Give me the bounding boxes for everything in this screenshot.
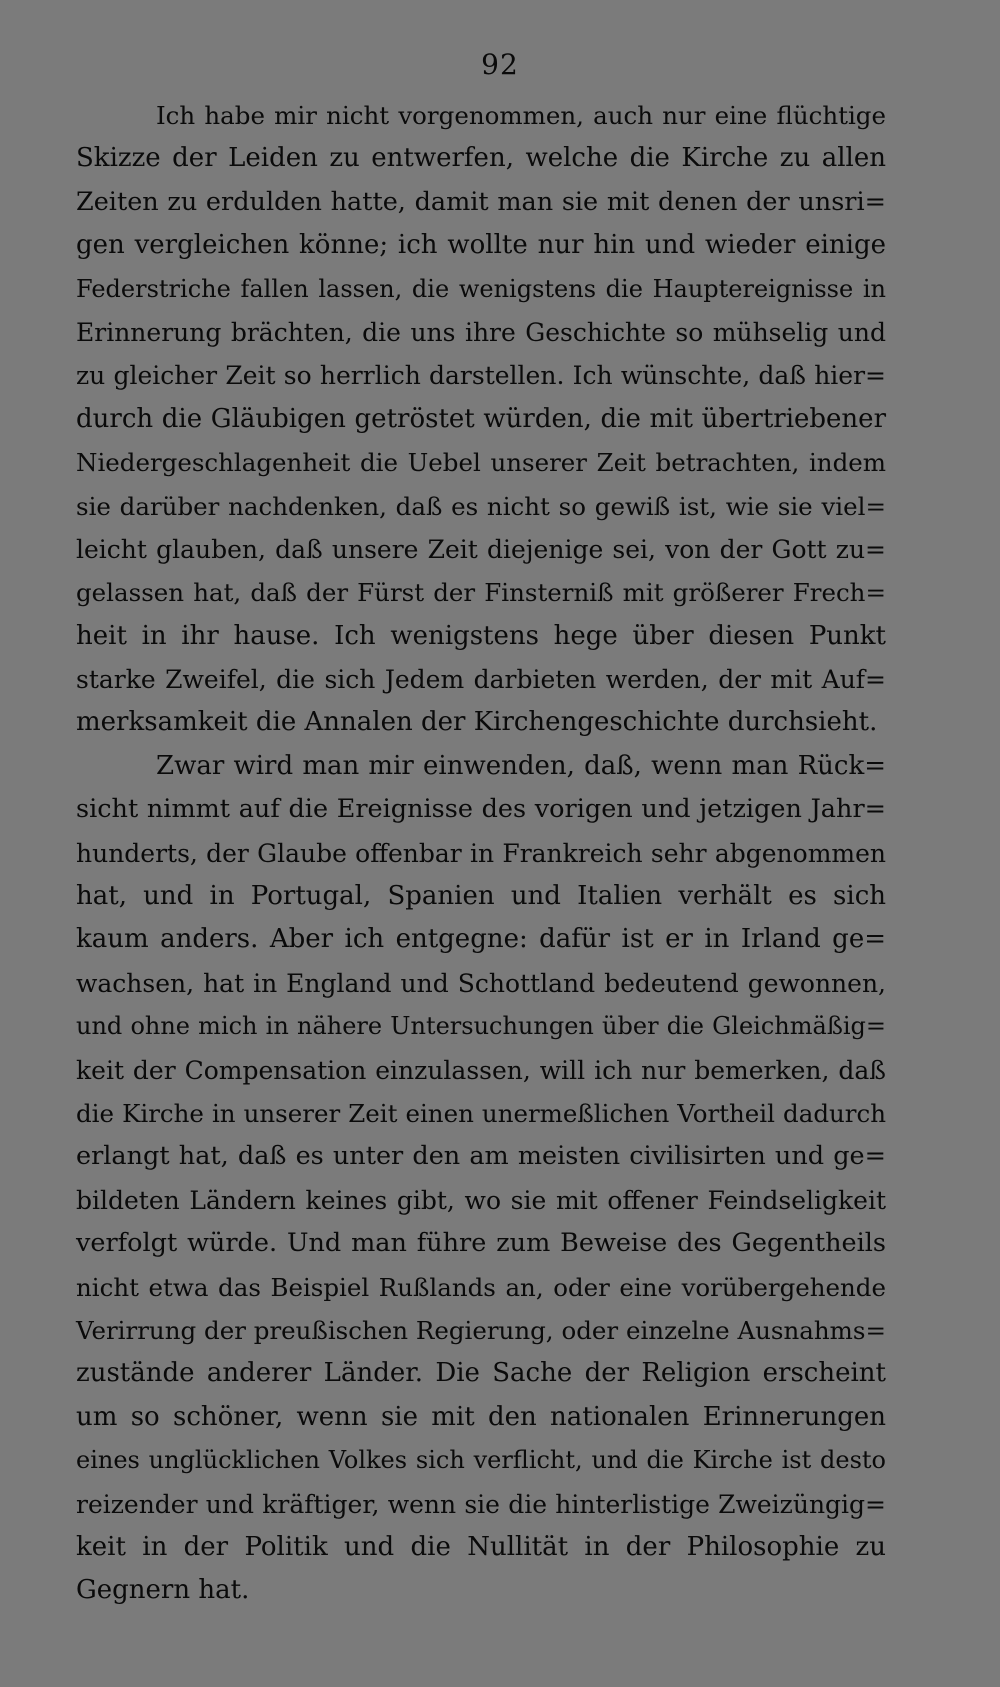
text-line: kaum anders. Aber ich entgegne: dafür ist er in Irland ge= bbox=[76, 924, 886, 955]
text-line: bildeten Ländern keines gibt, wo sie mit offener Feindseligkeit bbox=[76, 1185, 886, 1215]
text-line: starke Zweifel, die sich Jedem darbieten werden, der mit Auf= bbox=[76, 665, 886, 695]
text-line: hat, und in Portugal, Spanien und Italien verhält es sich bbox=[76, 881, 886, 912]
text-line: eines unglücklichen Volkes sich verflicht, und die Kirche ist desto bbox=[76, 1446, 886, 1475]
text-line: keit der Compensation einzulassen, will ich nur bemerken, daß bbox=[76, 1055, 886, 1085]
text-line: gen vergleichen könne; ich wollte nur hin und wieder einige bbox=[76, 230, 886, 261]
text-line: gelassen hat, daß der Fürst der Finsterniß mit größerer Frech= bbox=[76, 578, 886, 608]
page-number: 92 bbox=[481, 48, 519, 81]
text-line: sie darüber nachdenken, daß es nicht so gewiß ist, wie sie viel= bbox=[76, 491, 886, 521]
text-line: Niedergeschlagenheit die Uebel unserer Zeit betrachten, indem bbox=[76, 448, 886, 478]
text-line: Federstriche fallen lassen, die wenigstens die Hauptereignisse in bbox=[76, 274, 886, 303]
text-line: Zeiten zu erdulden hatte, damit man sie mit denen der unsri= bbox=[76, 186, 886, 217]
text-line: durch die Gläubigen getröstet würden, die mit übertriebener bbox=[76, 403, 886, 434]
text-line: und ohne mich in nähere Untersuchungen über die Gleichmäßig= bbox=[76, 1012, 886, 1041]
text-line: Gegnern hat. bbox=[76, 1575, 250, 1606]
text-line: sicht nimmt auf die Ereignisse des vorigen und jetzigen Jahr= bbox=[76, 794, 886, 825]
text-line: leicht glauben, daß unsere Zeit diejenige sei, von der Gott zu= bbox=[76, 534, 886, 564]
text-line: merksamkeit die Annalen der Kirchengeschichte durchsieht. bbox=[76, 707, 878, 738]
text-line: Skizze der Leiden zu entwerfen, welche die Kirche zu allen bbox=[76, 143, 886, 174]
text-line: verfolgt würde. Und man führe zum Beweise des Gegentheils bbox=[76, 1228, 886, 1259]
text-line: zu gleicher Zeit so herrlich darstellen. Ich wünschte, daß hier= bbox=[76, 361, 886, 391]
text-line: Zwar wird man mir einwenden, daß, wenn man Rück= bbox=[156, 750, 886, 781]
text-line: zustände anderer Länder. Die Sache der Religion erscheint bbox=[76, 1358, 886, 1389]
text-line: nicht etwa das Beispiel Rußlands an, oder eine vorübergehende bbox=[76, 1272, 886, 1302]
text-line: keit in der Politik und die Nullität in der Philosophie zu bbox=[76, 1531, 886, 1562]
text-line: Verirrung der preußischen Regierung, oder einzelne Ausnahms= bbox=[76, 1315, 886, 1345]
text-line: hunderts, der Glaube offenbar in Frankreich sehr abgenommen bbox=[76, 838, 886, 868]
text-line: Erinnerung brächten, die uns ihre Geschichte so mühselig und bbox=[76, 317, 886, 347]
text-line: heit in ihr hause. Ich wenigstens hege über diesen Punkt bbox=[76, 620, 886, 651]
text-line: die Kirche in unserer Zeit einen unermeßlichen Vortheil dadurch bbox=[76, 1098, 886, 1128]
text-line: wachsen, hat in England und Schottland bedeutend gewonnen, bbox=[76, 968, 886, 998]
body-text bbox=[76, 94, 886, 1613]
text-line: erlangt hat, daß es unter den am meisten civilisirten und ge= bbox=[76, 1141, 886, 1172]
text-line: um so schöner, wenn sie mit den nationalen Erinnerungen bbox=[76, 1401, 886, 1432]
text-line: Ich habe mir nicht vorgenommen, auch nur eine flüchtige bbox=[156, 101, 886, 130]
text-line: reizender und kräftiger, wenn sie die hinterlistige Zweizüngig= bbox=[76, 1489, 886, 1519]
